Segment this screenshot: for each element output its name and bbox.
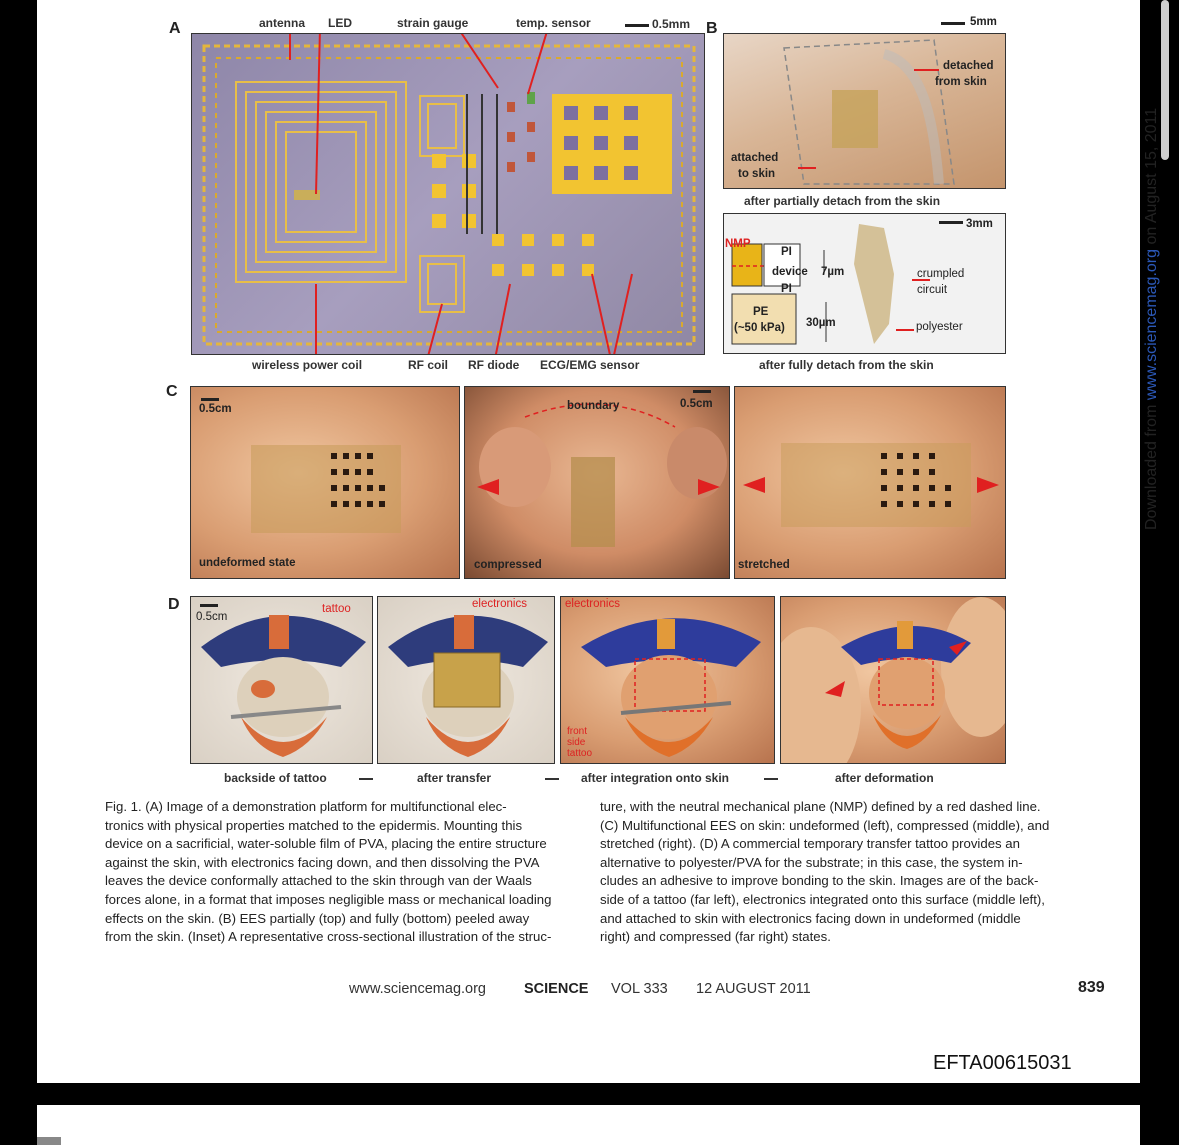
- pirate-tattoo-on-skin: [561, 597, 775, 764]
- label-circuit: circuit: [917, 284, 948, 296]
- label-device: device: [772, 266, 808, 278]
- caption-line: and attached to skin with electronics facing down in undeformed (middle: [600, 910, 1021, 926]
- caption-line: ture, with the neutral mechanical plane (NMP) defined by a red dashed line.: [600, 799, 1041, 814]
- label-antenna: antenna: [259, 16, 306, 30]
- panel-c-compressed-image: [464, 386, 730, 579]
- download-suffix: on August 15, 2011: [1143, 107, 1160, 249]
- step-arrow-1: [359, 778, 373, 780]
- caption-line: side of a tattoo (far left), electronics integrated onto this surface (middle left),: [600, 891, 1045, 907]
- caption-line: effects on the skin. (B) EES partially (top) and fully (bottom) peeled away: [105, 910, 530, 926]
- label-undeformed-state: undeformed state: [199, 557, 296, 569]
- document-page: [37, 0, 1160, 1083]
- scrollbar[interactable]: [1161, 0, 1169, 160]
- caption-line: right) and compressed (far right) states.: [600, 929, 831, 945]
- sensor-pad-holes: [564, 106, 638, 180]
- footer-date: 12 AUGUST 2011: [696, 981, 811, 997]
- caption-line: tronics with physical properties matched to the epidermis. Mounting this: [105, 817, 523, 833]
- caption-line: stretched (right). (D) A commercial temporary transfer tattoo provides an: [600, 836, 1020, 852]
- step-after-transfer: after transfer: [417, 771, 492, 785]
- wireless-power-coil: [236, 82, 406, 282]
- step-arrow-3: [764, 778, 778, 780]
- temp-sensors: [507, 92, 535, 172]
- label-pi-top: PI: [781, 246, 792, 258]
- label-scale-d: 0.5cm: [196, 611, 228, 623]
- next-page-mark: [37, 1137, 61, 1145]
- step-after-integration: after integration onto skin: [581, 771, 730, 785]
- caption-line: leaves the device conformally attached to the skin through van der Waals: [105, 873, 532, 889]
- label-pe: PE: [753, 306, 769, 318]
- panel-d-transfer-image: [377, 596, 555, 764]
- ees-undeformed: [191, 387, 460, 579]
- pirate-tattoo-deformed: [781, 597, 1006, 764]
- panel-d-skin-image: [560, 596, 775, 764]
- footer-journal: SCIENCE: [524, 981, 589, 997]
- label-thickness-pe: 30µm: [806, 317, 836, 329]
- panel-c-stretched-image: [734, 386, 1006, 579]
- label-scale-a: 0.5mm: [652, 17, 691, 31]
- label-from-skin: from skin: [935, 76, 987, 88]
- scale-bar-b: [941, 22, 965, 25]
- label-front: front: [567, 726, 588, 737]
- figure-caption-right: [600, 798, 1074, 947]
- label-strain-gauge: strain gauge: [397, 16, 469, 30]
- next-page: [37, 1105, 1140, 1145]
- caption-line: against the skin, with electronics facing down, and then dissolving the PVA: [105, 854, 540, 870]
- label-tattoo-d1: tattoo: [322, 603, 351, 615]
- panel-d-letter: D: [168, 596, 180, 613]
- serpentine-frame: [204, 46, 694, 344]
- figure-caption-left: [105, 798, 579, 947]
- label-to-skin: to skin: [738, 168, 776, 180]
- step-after-deformation: after deformation: [835, 771, 934, 785]
- caption-line: alternative to polyester/PVA for the substrate; in this case, the system in-: [600, 854, 1023, 870]
- panel-b-letter: B: [706, 20, 718, 37]
- step-backside: backside of tattoo: [224, 771, 327, 785]
- panel-c-letter: C: [166, 383, 178, 400]
- label-polyester: polyester: [916, 321, 963, 333]
- panel-a-letter: A: [169, 20, 181, 37]
- label-scale-b-top: 5mm: [970, 16, 997, 28]
- label-detached: detached: [943, 60, 994, 72]
- label-rf-coil: RF coil: [408, 358, 449, 372]
- caption-line: cludes an adhesive to improve bonding to the skin. Images are of the back-: [600, 873, 1039, 889]
- panel-a-image: [191, 33, 705, 355]
- scale-bar-c2: [693, 390, 711, 393]
- caption-line: (C) Multifunctional EES on skin: undeformed (left), compressed (middle), and: [600, 817, 1050, 833]
- footer-volume: VOL 333: [611, 981, 668, 997]
- ees-compressed: [465, 387, 730, 579]
- panel-d-deformed-image: [780, 596, 1006, 764]
- label-boundary: boundary: [567, 400, 620, 412]
- label-rf-diode: RF diode: [468, 358, 520, 372]
- panel-b-top-image: [723, 33, 1006, 189]
- label-nmp: NMP: [725, 238, 751, 250]
- label-scale-c: 0.5cm: [199, 403, 232, 415]
- caption-full-detach: after fully detach from the skin: [759, 358, 934, 372]
- label-led: LED: [328, 16, 352, 30]
- caption-partial-detach: after partially detach from the skin: [744, 194, 941, 208]
- footer-url: www.sciencemag.org: [349, 981, 486, 997]
- label-tattoo-d3: tattoo: [567, 748, 593, 759]
- label-thickness-device: 7µm: [821, 266, 845, 278]
- download-note: [1143, 108, 1161, 530]
- caption-line: Fig. 1. (A) Image of a demonstration platform for multifunctional elec-: [105, 799, 507, 814]
- label-compressed: compressed: [474, 559, 542, 571]
- label-wireless-power-coil: wireless power coil: [252, 358, 363, 372]
- device-schematic: [192, 34, 705, 355]
- document-id: EFTA00615031: [933, 1052, 1072, 1074]
- label-side: side: [567, 737, 586, 748]
- download-prefix: Downloaded from: [1143, 400, 1160, 530]
- scale-bar: [625, 24, 649, 27]
- label-scale-c-middle: 0.5cm: [680, 398, 713, 410]
- label-stretched: stretched: [738, 559, 790, 571]
- label-attached: attached: [731, 152, 779, 164]
- download-link[interactable]: www.sciencemag.org: [1143, 248, 1160, 401]
- detach-illustration: [724, 34, 1006, 189]
- label-pi-bottom: PI: [781, 283, 792, 295]
- ees-stretched: [735, 387, 1006, 579]
- label-temp-sensor: temp. sensor: [516, 16, 591, 30]
- label-electronics-d3: electronics: [565, 598, 620, 610]
- label-pe-modulus: (~50 kPa): [734, 322, 785, 334]
- label-ecg-emg-sensor: ECG/EMG sensor: [540, 358, 640, 372]
- caption-line: device on a sacrificial, water-soluble film of PVA, placing the entire structure: [105, 836, 547, 852]
- scale-bar-c: [201, 398, 219, 401]
- label-scale-b-bottom: 3mm: [966, 218, 993, 230]
- caption-line: forces alone, in a format that imposes negligible mass or mechanical loading: [105, 891, 552, 907]
- scale-bar-b2: [939, 221, 963, 224]
- label-crumpled: crumpled: [917, 268, 965, 280]
- caption-line: from the skin. (Inset) A representative cross-sectional illustration of the struc-: [105, 929, 552, 945]
- page-number: 839: [1078, 979, 1105, 996]
- pirate-tattoo-electronics: [378, 597, 555, 764]
- scale-bar-d: [200, 604, 218, 607]
- step-arrow-2: [545, 778, 559, 780]
- label-electronics-d2: electronics: [472, 598, 527, 610]
- rf-coil: [420, 96, 464, 312]
